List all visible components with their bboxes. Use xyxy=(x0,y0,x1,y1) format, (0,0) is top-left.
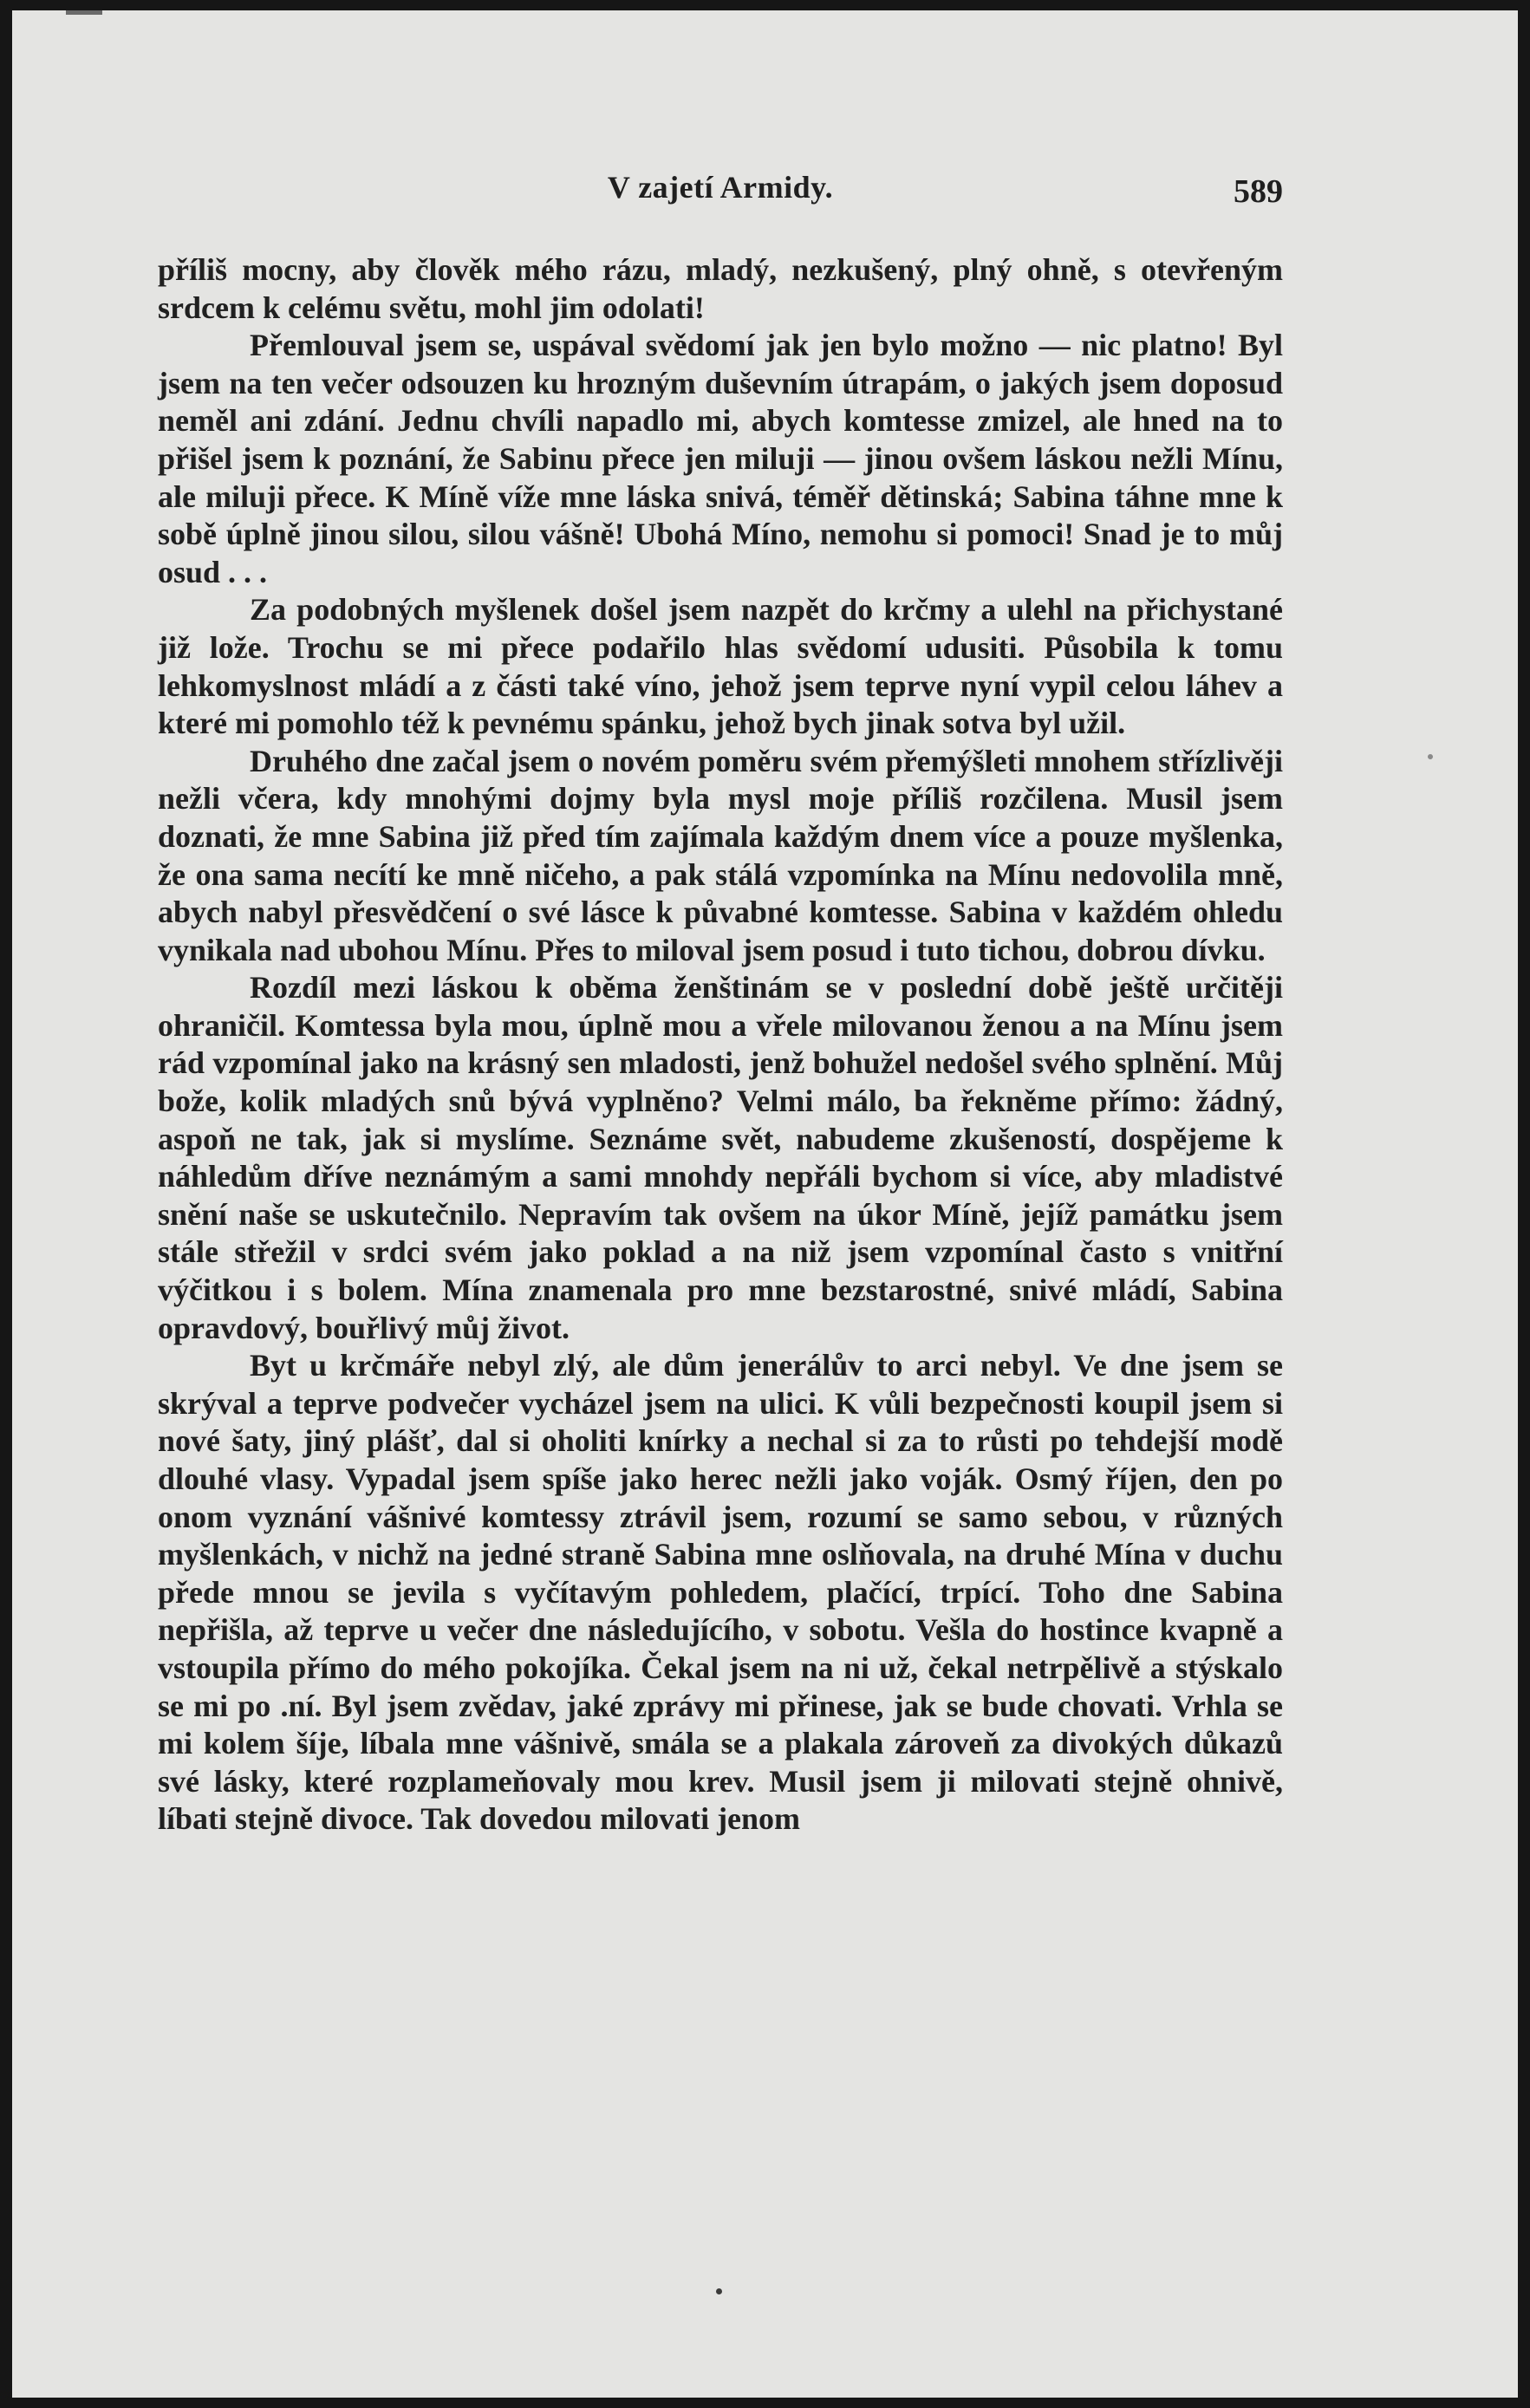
page-header xyxy=(158,169,1283,221)
paragraph: Za podobných myšlenek došel jsem nazpět do krčmy a ulehl na přichystané již lože. Trochu se mi přece podařilo hlas svědomí udusiti. Působila k tomu lehkomyslnost mládí a z části také víno, jehož jsem teprve nyní vypil celou láhev a které mi pomohlo též k pevnému spánku, jehož bych jinak sotva byl užil. xyxy=(158,592,1283,741)
scan-edge-mark xyxy=(66,10,102,15)
paragraph: Druhého dne začal jsem o novém poměru svém přemýšleti mnohem střízlivěji nežli včera, kdy mnohými dojmy byla mysl moje příliš rozčilena. Musil jsem doznati, že mne Sabina již před tím zajímala každým dnem více a pouze myšlenka, že ona sama necítí ke mně ničeho, a pak stálá vzpomínka na Mínu nedovolila mně, abych nabyl přesvědčení o své lásce k půvabné komtesse. Sabina v každém ohledu vynikala nad ubohou Mínu. Přes to miloval jsem posud i tuto tichou, dobrou dívku. xyxy=(158,743,1283,967)
margin-speck xyxy=(1428,754,1433,759)
paragraph: Přemlouval jsem se, uspával svědomí jak jen bylo možno — nic platno! Byl jsem na ten večer odsouzen ku hrozným duševním útrapám, o jakých jsem doposud neměl ani zdání. Jednu chvíli napadlo mi, abych komtesse zmizel, ale hned na to přišel jsem k poznání, že Sabinu přece jen miluji — jinou ovšem láskou nežli Mínu, ale miluji přece. K Míně víže mne láska snivá, téměř dětinská; Sabina táhne mne k sobě úplně jinou silou, silou vášně! Ubohá Míno, nemohu si pomoci! Snad je to můj osud . . . xyxy=(158,328,1283,589)
running-title: V zajetí Armidy. xyxy=(607,170,834,205)
paragraph-continued: příliš mocny, aby člověk mého rázu, mladý, nezkušený, plný ohně, s otevřeným srdcem k celému světu, mohl jim odolati! xyxy=(158,252,1283,325)
page-number: 589 xyxy=(1234,173,1283,210)
paragraph: Byt u krčmáře nebyl zlý, ale dům jenerálův to arci nebyl. Ve dne jsem se skrýval a teprve podvečer vycházel jsem na ulici. K vůli bezpečnosti koupil jsem si nové šaty, jiný plášť, dal si oholiti knírky a nechal si za to růsti po tehdejší modě dlouhé vlasy. Vypadal jsem spíše jako herec nežli jako voják. Osmý říjen, den po onom vyznání vášnivé komtessy ztrávil jsem, rozumí se samo sebou, v různých myšlenkách, v nichž na jedné straně Sabina mne oslňovala, na druhé Mína v duchu přede mnou se jevila s vyčítavým pohledem, plačící, trpící. Toho dne Sabina nepřišla, až teprve u večer dne následujícího, v sobotu. Vešla do hostince kvapně a vstoupila přímo do mého pokojíka. Čekal jsem na ni už, čekal netrpělivě a stýskalo se mi po .ní. Byl jsem zvědav, jaké zprávy mi přinese, jak se bude chovati. Vrhla se mi kolem šíje, líbala mne vášnivě, smála se a plakala zároveň za divokých důkazů své lásky, které rozplameňovaly mou krev. Musil jsem ji milovati stejně ohnivě, líbati stejně divoce. Tak dovedou milovati jenom xyxy=(158,1348,1283,1837)
body-text xyxy=(158,251,1283,1839)
paragraph: Rozdíl mezi láskou k oběma ženštinám se v poslední době ještě určitěji ohraničil. Komtessa byla mou, úplně mou a vřele milovanou ženou a na Mínu jsem rád vzpomínal jako na krásný sen mladosti, jenž bohužel nedošel svého splnění. Můj bože, kolik mladých snů bývá vyplněno? Velmi málo, ba řekněme přímo: žádný, aspoň ne tak, jak si myslíme. Seznáme svět, nabudeme zkušeností, dospějeme k náhledům dříve neznámým a sami mnohdy nepřáli bychom si více, aby mladistvé snění naše se uskutečnilo. Nepravím tak ovšem na úkor Míně, jejíž památku jsem stále střežil v srdci svém jako poklad a na niž jsem vzpomínal často s vnitřní výčitkou i s bolem. Mína znamenala pro mne bezstarostné, snivé mládí, Sabina opravdový, bouřlivý můj život. xyxy=(158,970,1283,1345)
bottom-dot xyxy=(716,2288,722,2294)
